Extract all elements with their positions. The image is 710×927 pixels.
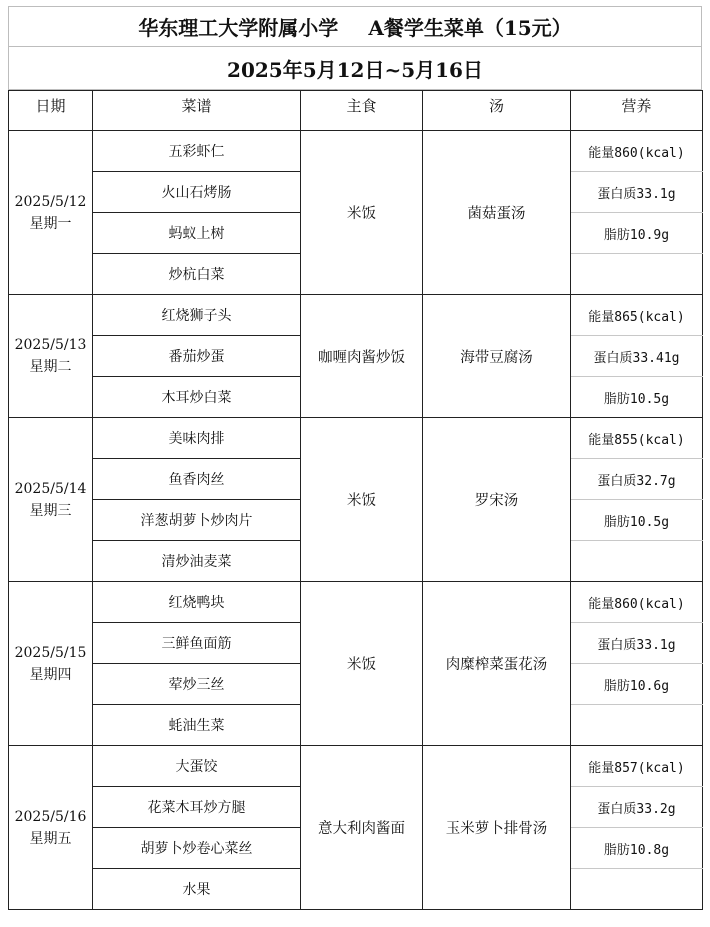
soup: 肉糜榨菜蛋花汤: [423, 582, 571, 746]
staple-food: 米饭: [301, 418, 423, 582]
nutrition-value: 能量865(kcal): [571, 295, 703, 336]
soup: 罗宋汤: [423, 418, 571, 582]
dish-item: 番茄炒蛋: [93, 336, 301, 377]
nutrition-value: 脂肪10.8g: [571, 828, 703, 869]
day-date-cell: [9, 131, 93, 295]
soup: 玉米萝卜排骨汤: [423, 746, 571, 910]
menu-name: A餐学生菜单（15元）: [368, 16, 572, 40]
dish-item: 水果: [93, 869, 301, 910]
dish-item: 五彩虾仁: [93, 131, 301, 172]
menu-table: [8, 90, 703, 910]
staple-food: 意大利肉酱面: [301, 746, 423, 910]
table-row: [9, 582, 703, 623]
nutrition-value: 能量857(kcal): [571, 746, 703, 787]
day-date: 2025/5/15: [14, 644, 87, 661]
dish-item: 红烧鸭块: [93, 582, 301, 623]
day-weekday: 星期四: [29, 666, 72, 683]
nutrition-value: 蛋白质33.1g: [571, 623, 703, 664]
dish-item: 蚝油生菜: [93, 705, 301, 746]
nutrition-value: 蛋白质32.7g: [571, 459, 703, 500]
day-weekday: 星期五: [29, 830, 72, 847]
dish-item: 火山石烤肠: [93, 172, 301, 213]
nutrition-value: 脂肪10.5g: [571, 500, 703, 541]
dish-item: 美味肉排: [93, 418, 301, 459]
table-header-row: [9, 91, 703, 131]
nutrition-value: 蛋白质33.1g: [571, 172, 703, 213]
nutrition-value: 能量860(kcal): [571, 131, 703, 172]
dish-item: 木耳炒白菜: [93, 377, 301, 418]
day-date-cell: [9, 418, 93, 582]
nutrition-value: 能量855(kcal): [571, 418, 703, 459]
col-header-dishes: 菜谱: [93, 91, 301, 131]
staple-food: 咖喱肉酱炒饭: [301, 295, 423, 418]
day-date: 2025/5/16: [14, 808, 87, 825]
soup: 海带豆腐汤: [423, 295, 571, 418]
nutrition-value: [571, 869, 703, 910]
dish-item: 清炒油麦菜: [93, 541, 301, 582]
nutrition-value: 脂肪10.5g: [571, 377, 703, 418]
nutrition-value: [571, 254, 703, 295]
day-date-cell: [9, 582, 93, 746]
school-name: 华东理工大学附属小学: [138, 16, 339, 40]
dish-item: 三鲜鱼面筋: [93, 623, 301, 664]
table-row: [9, 746, 703, 787]
nutrition-value: 脂肪10.6g: [571, 664, 703, 705]
soup: 菌菇蛋汤: [423, 131, 571, 295]
day-date: 2025/5/13: [14, 337, 87, 353]
col-header-staple: 主食: [301, 91, 423, 131]
dish-item: 荤炒三丝: [93, 664, 301, 705]
dish-item: 花菜木耳炒方腿: [93, 787, 301, 828]
nutrition-value: [571, 705, 703, 746]
day-weekday: 星期二: [29, 359, 72, 375]
staple-food: 米饭: [301, 582, 423, 746]
dish-item: 大蛋饺: [93, 746, 301, 787]
day-date-cell: [9, 295, 93, 418]
nutrition-value: 脂肪10.9g: [571, 213, 703, 254]
menu-title: [8, 6, 702, 46]
date-range: 2025年5月12日~5月16日: [8, 46, 702, 90]
table-row: [9, 418, 703, 459]
dish-item: 鱼香肉丝: [93, 459, 301, 500]
dish-item: 蚂蚁上树: [93, 213, 301, 254]
col-header-date: 日期: [9, 91, 93, 131]
table-row: [9, 131, 703, 172]
menu-sheet: [8, 6, 702, 910]
col-header-nutrition: 营养: [571, 91, 703, 131]
day-weekday: 星期三: [29, 502, 72, 519]
nutrition-value: [571, 541, 703, 582]
day-weekday: 星期一: [29, 215, 72, 232]
day-date: 2025/5/12: [14, 193, 87, 210]
table-row: [9, 295, 703, 336]
day-date: 2025/5/14: [14, 480, 87, 497]
day-date-cell: [9, 746, 93, 910]
dish-item: 红烧狮子头: [93, 295, 301, 336]
nutrition-value: 能量860(kcal): [571, 582, 703, 623]
dish-item: 炒杭白菜: [93, 254, 301, 295]
staple-food: 米饭: [301, 131, 423, 295]
nutrition-value: 蛋白质33.2g: [571, 787, 703, 828]
dish-item: 洋葱胡萝卜炒肉片: [93, 500, 301, 541]
nutrition-value: 蛋白质33.41g: [571, 336, 703, 377]
dish-item: 胡萝卜炒卷心菜丝: [93, 828, 301, 869]
col-header-soup: 汤: [423, 91, 571, 131]
